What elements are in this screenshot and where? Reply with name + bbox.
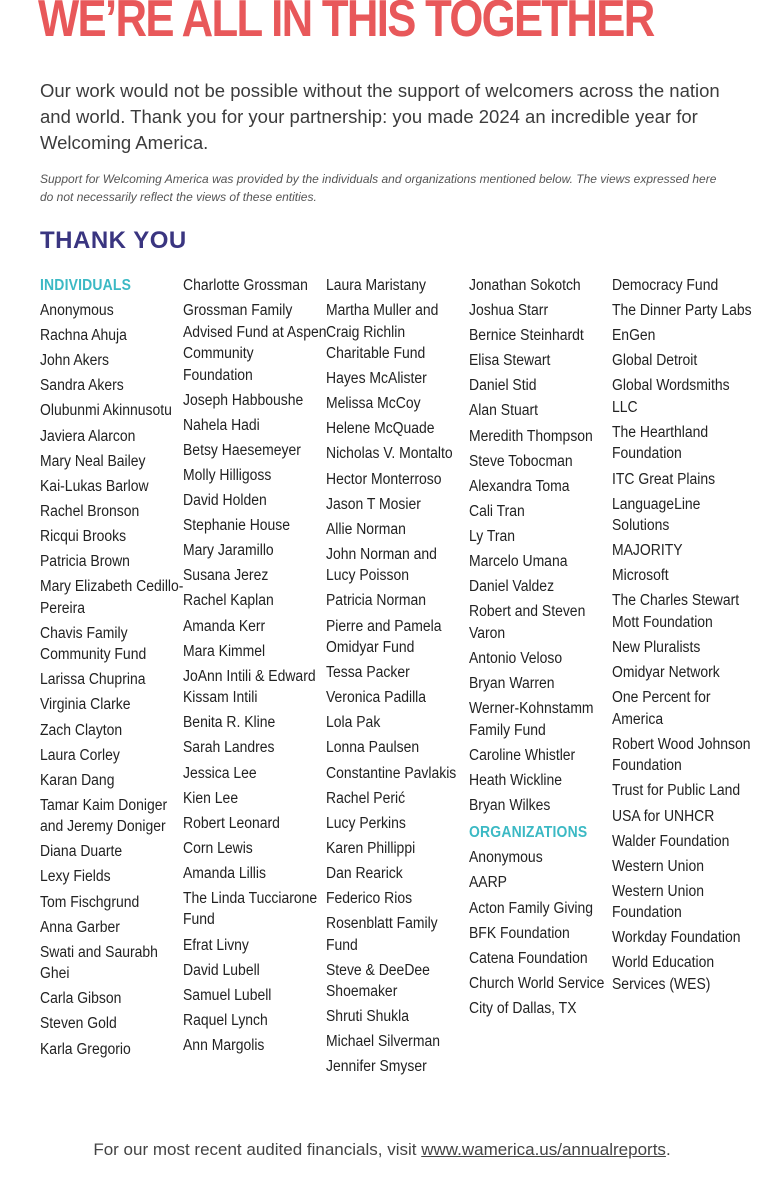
intro-paragraph: Our work would not be possible without the support of welcomers across the nation and world. Thank you for your partnership: you made 2024 an incredible year for Welcoming America. <box>40 80 720 153</box>
donor-name: USA for UNHCR <box>612 807 715 825</box>
donor-name: Global Detroit <box>612 352 698 370</box>
donor-name: Samuel Lubell <box>183 986 272 1004</box>
donor-name: Werner-Kohnstamm Family Fund <box>469 700 594 739</box>
donor-name: Western Union <box>612 857 705 875</box>
donor-name: Helene McQuade <box>326 420 435 438</box>
donor-name: Western Union Foundation <box>612 882 705 922</box>
donor-name: Hector Monterroso <box>326 470 442 488</box>
donor-name: Robert Leonard <box>183 814 280 832</box>
donor-name: Acton Family Giving <box>469 899 594 917</box>
donor-name: The Linda Tucciarone Fund <box>183 889 318 929</box>
donor-name: Workday Foundation <box>612 929 741 947</box>
donor-name: Benita R. Kline <box>183 714 276 732</box>
donor-name: Trust for Public Land <box>612 782 741 800</box>
donor-name: Martha Muller and Craig Richlin Charitable Fund <box>326 302 439 363</box>
donor-name: Rachna Ahuja <box>40 327 127 345</box>
annual-reports-link[interactable]: www.wamerica.us/annualreports <box>421 1140 666 1159</box>
donor-name: Veronica Padilla <box>326 689 427 707</box>
donor-name: Bernice Steinhardt <box>469 327 584 345</box>
donor-name: Laura Corley <box>40 746 120 764</box>
donor-name: Alan Stuart <box>469 402 539 420</box>
donor-name: Zach Clayton <box>40 721 123 739</box>
donor-name: Charlotte Grossman <box>183 277 308 294</box>
donor-name: Rachel Kaplan <box>183 592 274 610</box>
donor-name: Rachel Perić <box>326 789 406 807</box>
donor-name: Karla Gregorio <box>40 1040 131 1058</box>
donor-name: Karen Phillippi <box>326 839 416 857</box>
donor-name: The Hearthland Foundation <box>612 423 709 463</box>
donor-name: Olubunmi Akinnusotu <box>40 402 172 420</box>
donor-name: City of Dallas, TX <box>469 999 577 1017</box>
donor-name: Anonymous <box>469 849 543 867</box>
donor-name: Joseph Habboushe <box>183 391 304 409</box>
donor-name: The Dinner Party Labs <box>612 302 752 320</box>
donor-name: Larissa Chuprina <box>40 671 146 689</box>
donor-name: Lucy Perkins <box>326 814 406 832</box>
donor-name: One Percent for America <box>612 689 711 728</box>
donor-name: Nahela Hadi <box>183 416 260 434</box>
donor-name: Tom Fischgrund <box>40 893 140 911</box>
donor-name: Bryan Wilkes <box>469 796 551 814</box>
donor-name: Jonathan Sokotch <box>469 277 581 294</box>
donor-name: Steve Tobocman <box>469 452 573 470</box>
donor-name: Anonymous <box>40 302 114 320</box>
donor-name: MAJORITY <box>612 542 683 560</box>
donor-name: Robert Wood Johnson Foundation <box>612 735 751 775</box>
donor-name: Tamar Kaim Doniger and Jeremy Doniger <box>40 796 168 836</box>
donor-name: Betsy Haesemeyer <box>183 441 301 459</box>
donor-name: Corn Lewis <box>183 839 253 857</box>
donor-name: Tessa Packer <box>326 664 410 682</box>
donor-name: Javiera Alarcon <box>40 427 136 445</box>
donor-name: Steven Gold <box>40 1015 117 1033</box>
donor-name: Diana Duarte <box>40 843 123 861</box>
footer <box>0 1139 764 1161</box>
donor-name: Antonio Veloso <box>469 649 563 667</box>
donor-name: Bryan Warren <box>469 674 555 692</box>
donor-name: Lonna Paulsen <box>326 739 420 757</box>
donor-name: Marcelo Umana <box>469 553 568 571</box>
section-heading-organizations: ORGANIZATIONS <box>469 824 588 842</box>
donor-name: ITC Great Plains <box>612 470 716 488</box>
donor-name: EnGen <box>612 327 656 345</box>
donor-name: Heath Wickline <box>469 771 563 789</box>
donor-name: Efrat Livny <box>183 936 249 954</box>
donor-column-2 <box>183 275 333 1060</box>
donor-name: Rachel Bronson <box>40 502 140 520</box>
donor-name: Susana Jerez <box>183 567 269 585</box>
donor-name: Meredith Thompson <box>469 427 593 445</box>
donor-name: Ly Tran <box>469 527 516 545</box>
donor-name: Constantine Pavlakis <box>326 764 457 782</box>
donor-name: BFK Foundation <box>469 924 570 942</box>
donor-name: Carla Gibson <box>40 990 122 1008</box>
donor-name: Dan Rearick <box>326 864 403 882</box>
donor-name: Daniel Stid <box>469 377 537 395</box>
donor-name: John Akers <box>40 352 110 370</box>
donor-name: Joshua Starr <box>469 302 549 320</box>
donor-name: Nicholas V. Montalto <box>326 445 453 463</box>
donor-name: John Norman and Lucy Poisson <box>326 545 437 585</box>
donor-name: New Pluralists <box>612 639 701 657</box>
donor-name: Lexy Fields <box>40 868 111 886</box>
donor-name: AARP <box>469 874 507 892</box>
donor-name: Alexandra Toma <box>469 477 570 495</box>
donor-name: Sandra Akers <box>40 377 124 395</box>
donor-name: Rosenblatt Family Fund <box>326 915 438 954</box>
donor-name: Caroline Whistler <box>469 746 576 764</box>
donor-name: Anna Garber <box>40 918 120 936</box>
donor-name: Microsoft <box>612 567 669 585</box>
donor-column-1 <box>40 275 190 1064</box>
donor-name: Kai-Lukas Barlow <box>40 477 149 495</box>
donor-column-4 <box>469 275 619 1023</box>
donor-name: Global Wordsmiths LLC <box>612 377 730 416</box>
donor-name: Mary Neal Bailey <box>40 452 146 470</box>
donor-name: Steve & DeeDee Shoemaker <box>326 961 430 1001</box>
donor-name: Raquel Lynch <box>183 1011 268 1029</box>
donor-name: Grossman Family Advised Fund at Aspen Community Foundation <box>183 302 327 384</box>
donor-name: JoAnn Intili & Edward Kissam Intili <box>183 667 316 707</box>
donor-name: Walder Foundation <box>612 832 730 850</box>
donor-name: Karan Dang <box>40 771 115 789</box>
donor-name: Hayes McAlister <box>326 370 427 388</box>
donor-name: Jennifer Smyser <box>326 1058 427 1076</box>
donor-name: LanguageLine Solutions <box>612 495 701 535</box>
footer-text: For our most recent audited financials, visit <box>93 1140 417 1159</box>
donor-name: Lola Pak <box>326 714 381 732</box>
donor-name: Catena Foundation <box>469 949 588 967</box>
donor-name: Shruti Shukla <box>326 1008 409 1026</box>
donor-name: Mara Kimmel <box>183 642 266 660</box>
donor-name: Democracy Fund <box>612 277 719 294</box>
donor-name: The Charles Stewart Mott Foundation <box>612 592 740 631</box>
thank-you-heading: THANK YOU <box>40 227 187 254</box>
donor-name: Virginia Clarke <box>40 696 131 714</box>
donor-name: Robert and Steven Varon <box>469 603 586 642</box>
disclaimer: Support for Welcoming America was provided by the individuals and organizations mentioned below. The views expressed here do not necessarily reflect the views of these entities. <box>40 172 717 204</box>
donor-name: Elisa Stewart <box>469 352 551 370</box>
donor-name: Swati and Saurabh Ghei <box>40 943 158 983</box>
donor-name: Kien Lee <box>183 789 239 807</box>
donor-name: Omidyar Network <box>612 664 720 682</box>
donor-name: Cali Tran <box>469 502 525 520</box>
donor-name: Ann Margolis <box>183 1036 265 1054</box>
page-title: WE’RE ALL IN THIS TOGETHER <box>38 0 654 48</box>
donor-column-3 <box>326 275 476 1082</box>
donor-name: Amanda Lillis <box>183 864 266 882</box>
donor-name: Chavis Family Community Fund <box>40 624 147 664</box>
donor-name: Mary Elizabeth Cedillo-Pereira <box>40 578 184 617</box>
donor-name: Federico Rios <box>326 889 413 907</box>
donor-name: Daniel Valdez <box>469 578 555 596</box>
donor-name: David Holden <box>183 492 267 510</box>
donor-name: Mary Jaramillo <box>183 542 274 560</box>
section-heading-individuals: INDIVIDUALS <box>40 277 132 294</box>
donor-name: Patricia Norman <box>326 592 427 610</box>
donor-name: Ricqui Brooks <box>40 527 127 545</box>
donor-name: Michael Silverman <box>326 1033 440 1051</box>
donor-name: Pierre and Pamela Omidyar Fund <box>326 617 442 657</box>
footer-end: . <box>665 1140 671 1159</box>
donor-name: Sarah Landres <box>183 739 275 757</box>
donor-name: Jessica Lee <box>183 764 257 782</box>
donor-name: Jason T Mosier <box>326 495 421 513</box>
donor-name: Laura Maristany <box>326 277 427 294</box>
donor-name: Stephanie House <box>183 517 291 535</box>
donor-name: Molly Hilligoss <box>183 466 272 484</box>
donor-name: David Lubell <box>183 961 260 979</box>
donor-name: Patricia Brown <box>40 553 130 571</box>
donor-column-5 <box>612 275 762 999</box>
donor-name: Allie Norman <box>326 520 406 538</box>
donor-name: Melissa McCoy <box>326 395 421 413</box>
donor-name: World Education Services (WES) <box>612 954 715 993</box>
donor-name: Church World Service <box>469 974 605 992</box>
donor-name: Amanda Kerr <box>183 617 266 635</box>
